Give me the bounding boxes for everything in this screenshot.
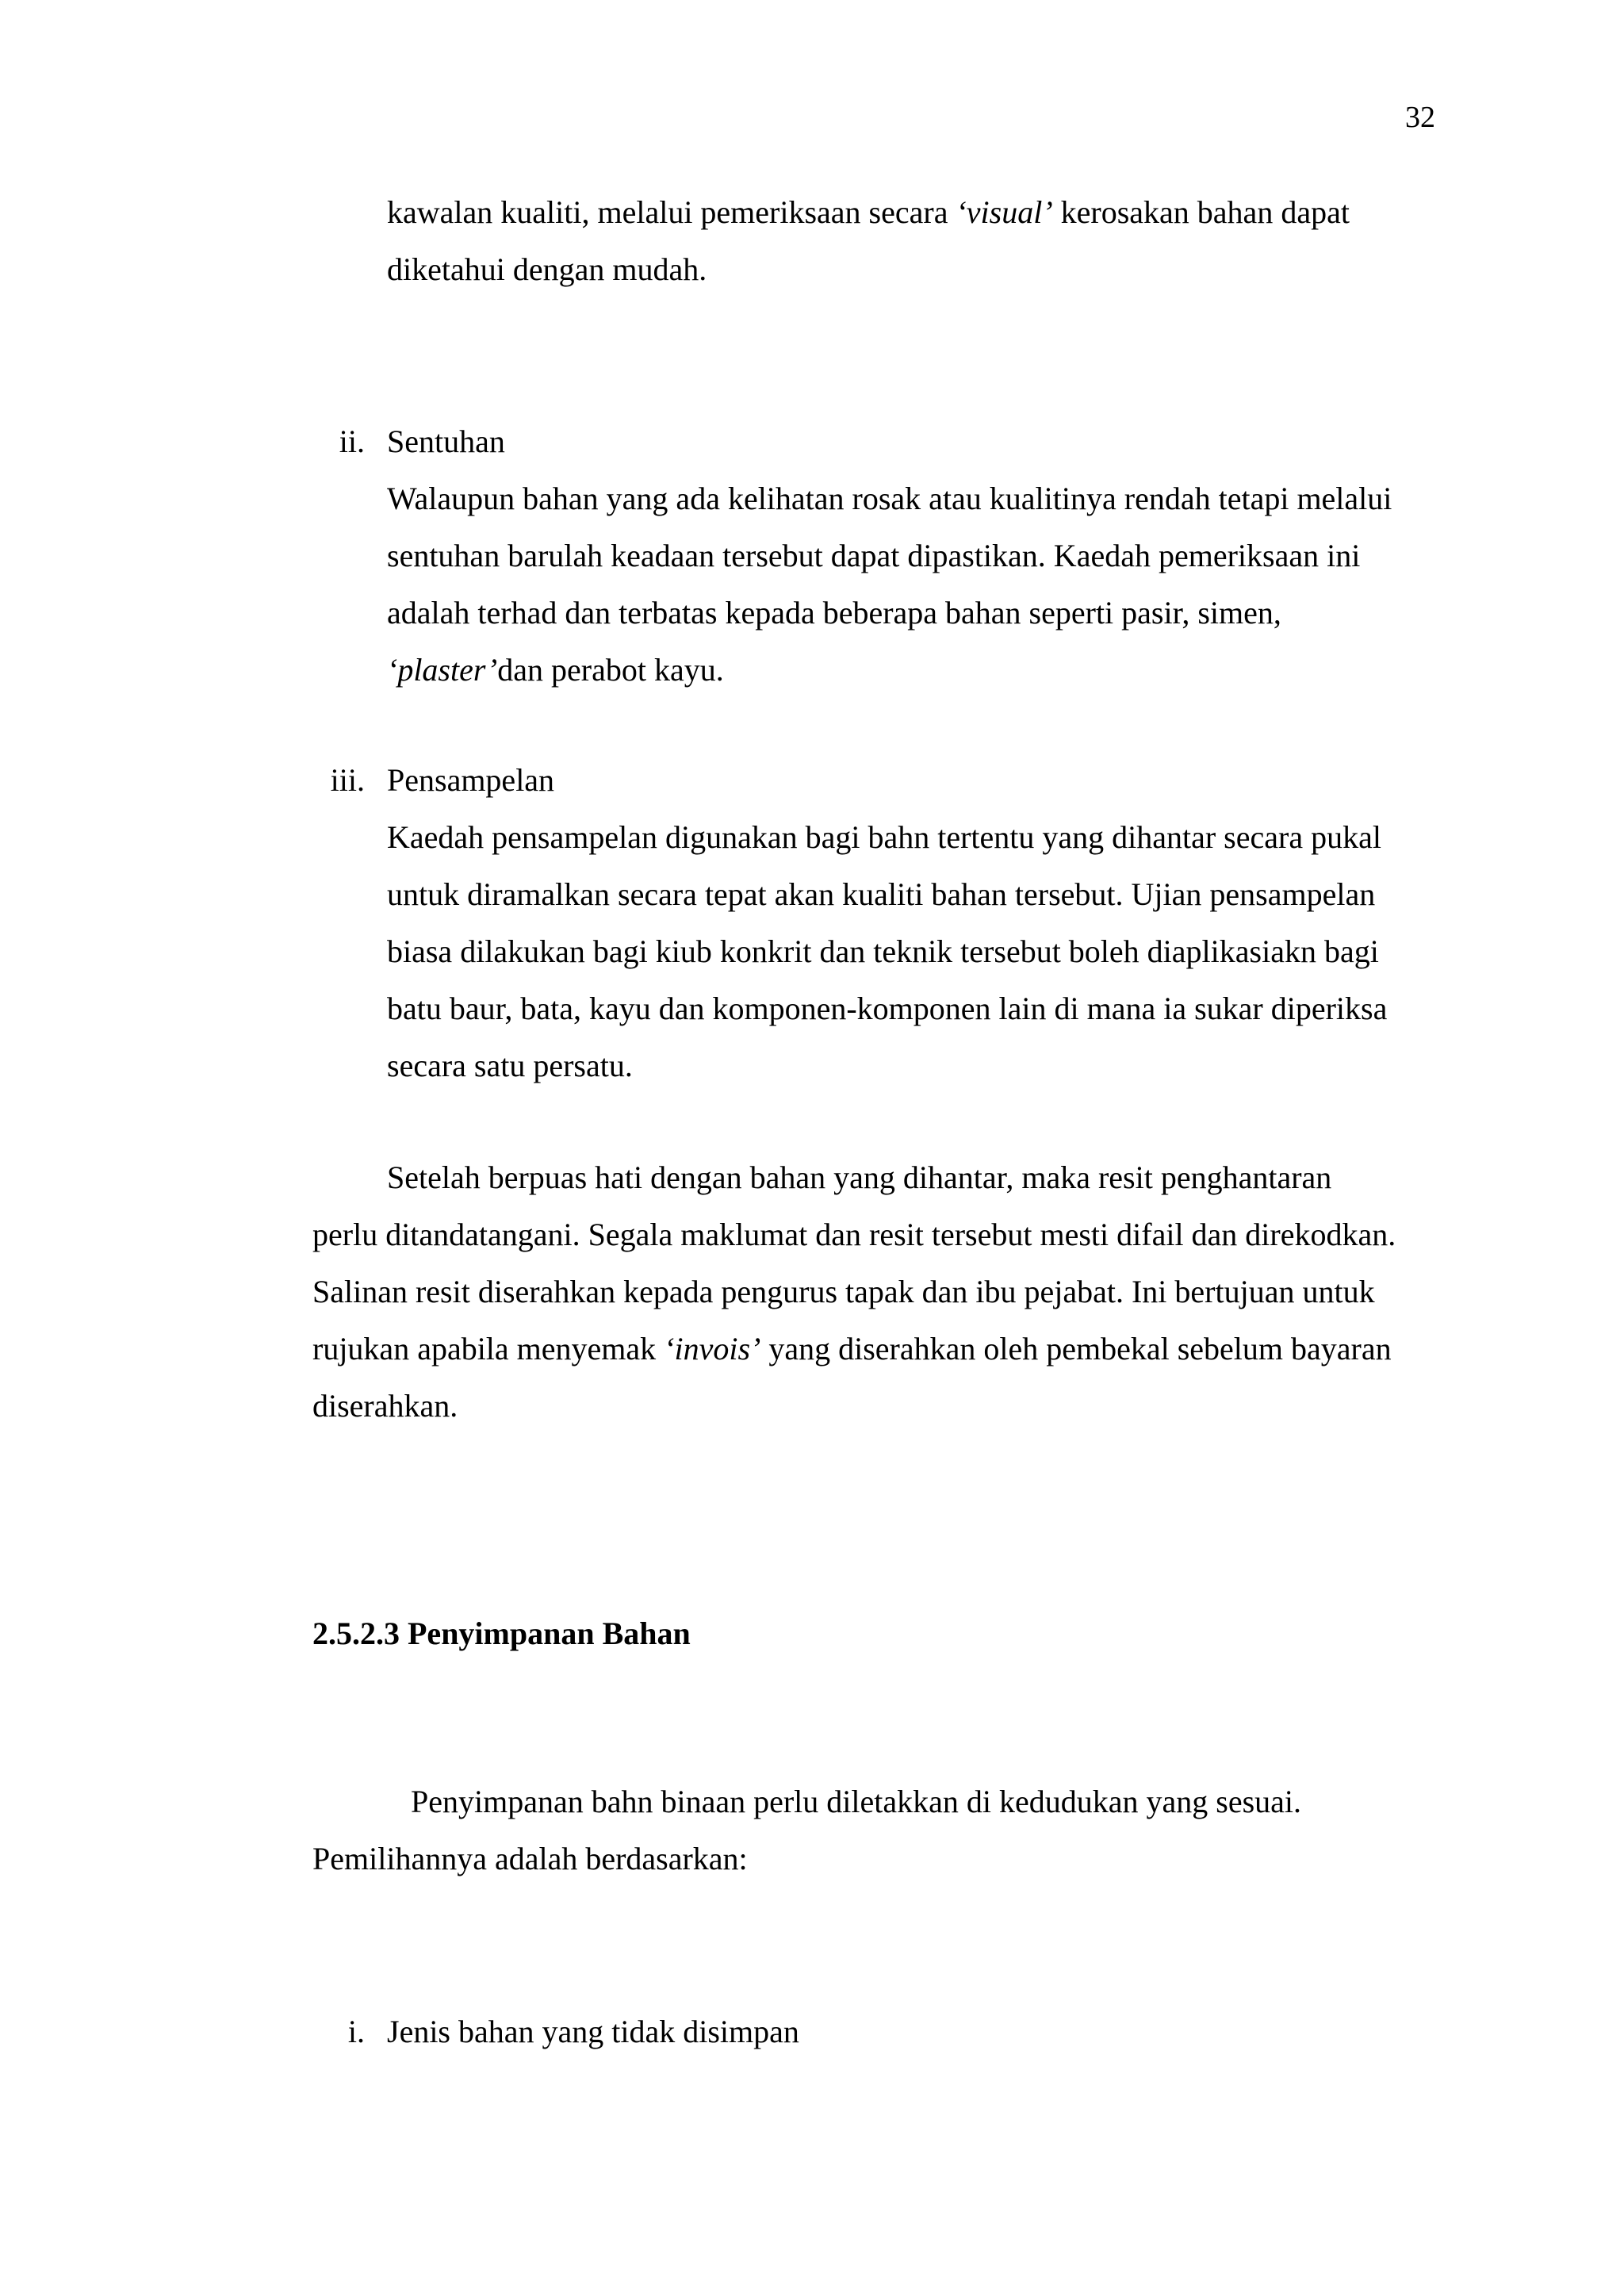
body-line: adalah terhad dan terbatas kepada beberapa bahan seperti pasir, simen, bbox=[387, 595, 1281, 631]
continuation-line-2: diketahui dengan mudah. bbox=[387, 251, 707, 287]
body-line: ‘plaster’dan perabot kayu. bbox=[387, 652, 724, 688]
body-line: sentuhan barulah keadaan tersebut dapat dipastikan. Kaedah pemeriksaan ini bbox=[387, 538, 1361, 573]
list-numeral-iii: iii. bbox=[330, 762, 365, 798]
body-line: biasa dilakukan bagi kiub konkrit dan teknik tersebut boleh diaplikasiakn bagi bbox=[387, 933, 1379, 969]
body-line: batu baur, bata, kayu dan komponen-komponen lain di mana ia sukar diperiksa bbox=[387, 991, 1388, 1026]
list-item-title-jenis-bahan: Jenis bahan yang tidak disimpan bbox=[387, 2014, 799, 2049]
body-line: rujukan apabila menyemak ‘invois’ yang diserahkan oleh pembekal sebelum bayaran bbox=[312, 1331, 1392, 1366]
term-invois: ‘invois’ bbox=[664, 1331, 761, 1366]
list-numeral-ii: ii. bbox=[339, 424, 365, 459]
body-line: Salinan resit diserahkan kepada pengurus tapak dan ibu pejabat. Ini bertujuan untuk bbox=[312, 1274, 1375, 1309]
list-numeral-i: i. bbox=[347, 2014, 365, 2049]
continuation-line-1: kawalan kualiti, melalui pemeriksaan secara ‘visual’ kerosakan bahan dapat bbox=[387, 194, 1350, 230]
body-line: Pemilihannya adalah berdasarkan: bbox=[312, 1841, 748, 1876]
term-plaster: ‘plaster’ bbox=[387, 652, 498, 688]
section-heading: 2.5.2.3 Penyimpanan Bahan bbox=[312, 1616, 691, 1651]
list-item-body-pensampelan bbox=[387, 809, 1387, 1094]
continuation-paragraph bbox=[387, 184, 1350, 298]
list-item-title-pensampelan: Pensampelan bbox=[387, 762, 555, 798]
list-item-body-sentuhan bbox=[387, 470, 1392, 699]
page-number: 32 bbox=[1405, 101, 1435, 134]
term-visual: ‘visual’ bbox=[956, 194, 1053, 230]
list-item-title-sentuhan: Sentuhan bbox=[387, 424, 505, 459]
body-line: Walaupun bahan yang ada kelihatan rosak atau kualitinya rendah tetapi melalui bbox=[387, 481, 1392, 516]
body-line: Kaedah pensampelan digunakan bagi bahn tertentu yang dihantar secara pukal bbox=[387, 819, 1381, 855]
body-line: Penyimpanan bahn binaan perlu diletakkan di kedudukan yang sesuai. bbox=[411, 1784, 1302, 1819]
body-line: Setelah berpuas hati dengan bahan yang dihantar, maka resit penghantaran bbox=[387, 1159, 1332, 1195]
body-line: perlu ditandatangani. Segala maklumat dan resit tersebut mesti difail dan direkodkan. bbox=[312, 1217, 1396, 1252]
body-line: diserahkan. bbox=[312, 1388, 458, 1424]
storage-paragraph bbox=[312, 1773, 1301, 1888]
body-line: untuk diramalkan secara tepat akan kualiti bahan tersebut. Ujian pensampelan bbox=[387, 876, 1376, 912]
receipt-paragraph bbox=[312, 1149, 1396, 1435]
body-line: secara satu persatu. bbox=[387, 1048, 633, 1083]
